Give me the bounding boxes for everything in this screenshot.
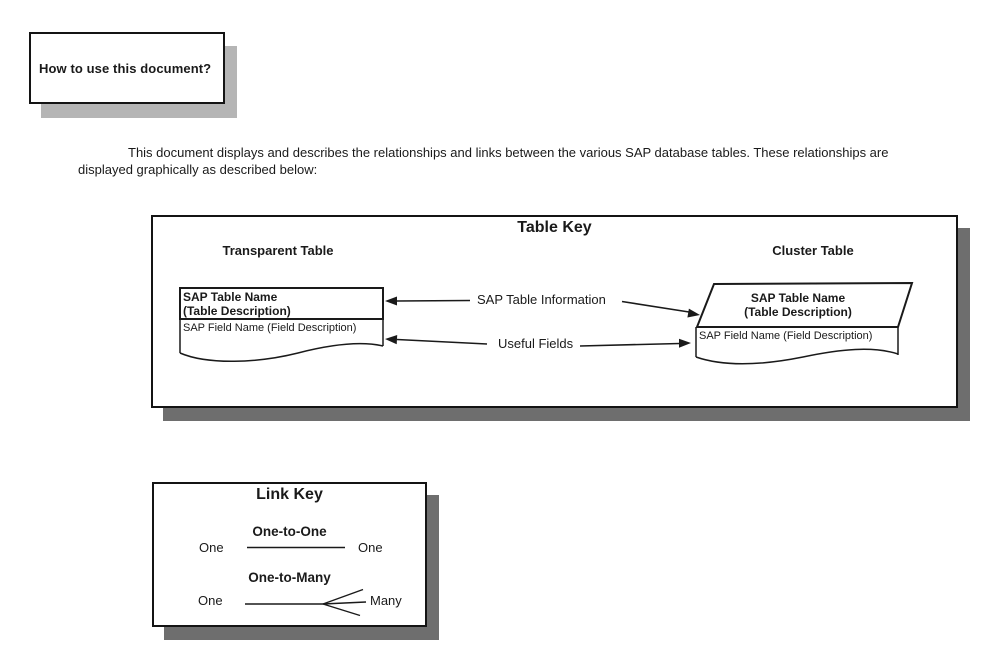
one-to-one-heading: One-to-One [252,524,327,539]
transparent-table-name: SAP Table Name (Table Description) [183,290,291,318]
table-key-panel [151,215,958,408]
transparent-table-heading: Transparent Table [222,243,334,258]
one-to-one-right-label: One [358,540,383,555]
table-key-title: Table Key [517,219,592,236]
table-info-label: SAP Table Information [477,292,606,307]
how-to-use-box [29,32,225,104]
one-to-many-heading: One-to-Many [248,570,331,585]
how-to-use-title: How to use this document? [39,60,212,76]
link-key-diagram [154,484,425,625]
one-to-many-left-label: One [198,593,223,608]
useful-fields-arrow-right [580,339,691,348]
crows-foot-icon [323,590,366,616]
table-info-arrow-right [622,302,700,318]
table-info-arrow-left [385,297,470,306]
one-to-many-right-label: Many [370,593,402,608]
intro-line-1: This document displays and describes the relationships and links between the various SAP database tables. These relationships are [128,145,889,160]
useful-fields-label: Useful Fields [498,336,574,351]
useful-fields-arrow-left [385,335,487,344]
cluster-table-name: SAP Table Name (Table Description) [744,291,852,319]
intro-paragraph [78,145,923,178]
transparent-table-field: SAP Field Name (Field Description) [183,322,357,334]
cluster-table-heading: Cluster Table [772,243,854,258]
link-key-title: Link Key [256,486,323,503]
one-to-one-left-label: One [199,540,224,555]
intro-line-2: displayed graphically as described below: [78,161,318,177]
cluster-table-field: SAP Field Name (Field Description) [699,330,873,342]
link-key-panel [152,482,427,627]
